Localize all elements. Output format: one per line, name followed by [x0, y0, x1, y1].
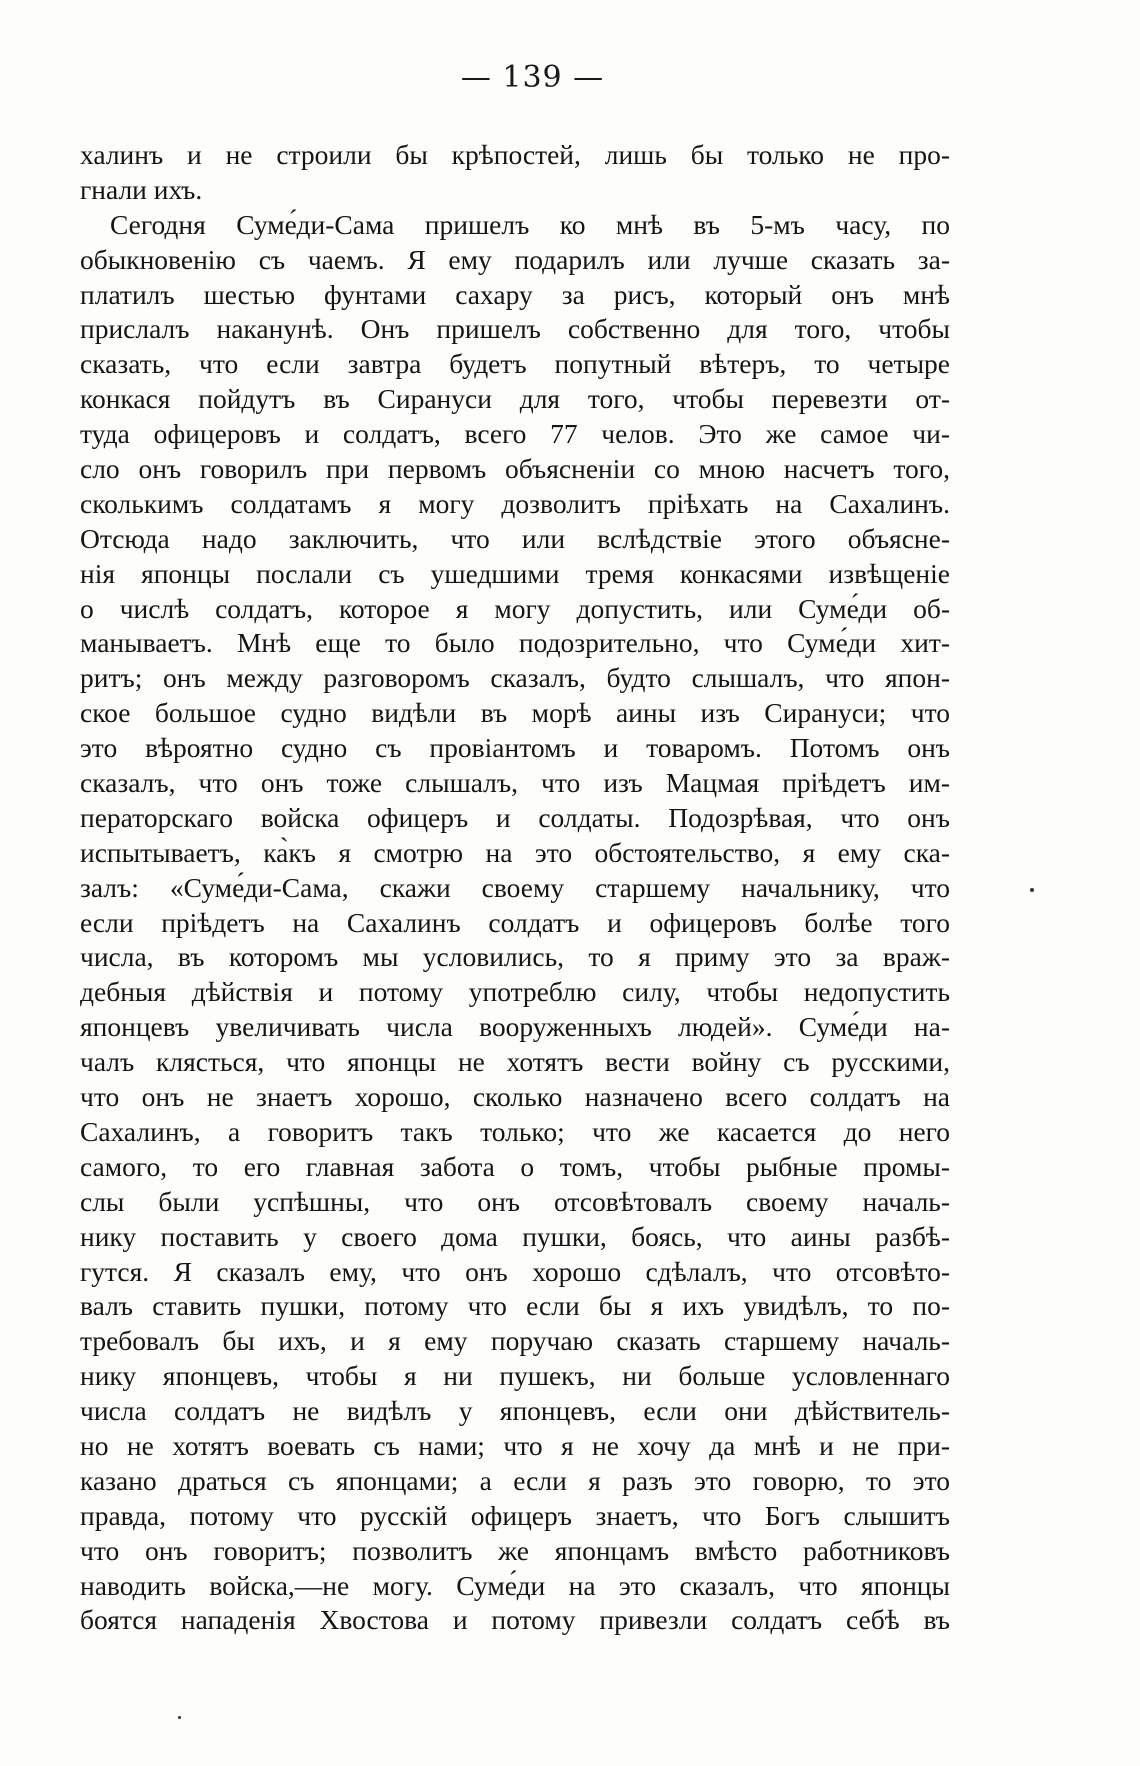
text-line: сколькимъ солдатамъ я могу дозволитъ пріѣхать на Сахалинъ.: [80, 487, 950, 519]
text-line: казано драться съ японцами; а если я разъ это говорю, то это: [80, 1464, 950, 1496]
text-line: сло онъ говорилъ при первомъ объясненіи со мною насчетъ того,: [80, 453, 950, 485]
text-line: платилъ шестью фунтами сахару за рисъ, который онъ мнѣ: [80, 278, 950, 310]
text-line: Отсюда надо заключить, что или вслѣдствіе этого объясне-: [80, 522, 950, 554]
text-line: правда, потому что русскій офицеръ знаетъ, что Богъ слышитъ: [80, 1499, 950, 1531]
text-line: туда офицеровъ и солдатъ, всего 77 челов. Это же самое чи-: [80, 418, 950, 450]
text-line: халинъ и не строили бы крѣпостей, лишь бы только не про-: [80, 139, 950, 170]
text-line: самого, то его главная забота о томъ, чтобы рыбные промы-: [80, 1150, 950, 1182]
text-line: требовалъ бы ихъ, и я ему поручаю сказать старшему началь-: [80, 1325, 950, 1357]
text-line: сказалъ, что онъ тоже слышалъ, что изъ Мацмая пріѣдетъ им-: [80, 767, 950, 799]
text-line: манываетъ. Мнѣ еще то было подозрительно, что Суме́ди хит-: [80, 627, 950, 659]
text-line: ператорскаго войска офицеръ и солдаты. Подозрѣвая, что онъ: [80, 801, 950, 833]
text-line: что онъ не знаетъ хорошо, сколько назначено всего солдатъ на: [80, 1081, 950, 1113]
text-line: гутся. Я сказалъ ему, что онъ хорошо сдѣлалъ, что отсовѣто-: [80, 1255, 950, 1287]
text-line: но не хотятъ воевать съ нами; что я не хочу да мнѣ и не при-: [80, 1429, 950, 1461]
text-line: ское большое судно видѣли въ морѣ аины изъ Сирануси; что: [80, 697, 950, 729]
text-line: числа, въ которомъ мы условились, то я приму это за враж-: [80, 941, 950, 973]
text-line: обыкновенію съ чаемъ. Я ему подарилъ или лучше сказать за-: [80, 243, 950, 275]
ink-speck: [1030, 888, 1034, 892]
text-line: что онъ говоритъ; позволитъ же японцамъ вмѣсто работниковъ: [80, 1534, 950, 1566]
text-line: залъ: «Суме́ди-Сама, скажи своему старшему начальнику, что: [80, 871, 950, 903]
text-line: это вѣроятно судно съ провіантомъ и товаромъ. Потомъ онъ: [80, 732, 950, 764]
text-line: числа солдатъ не видѣлъ у японцевъ, если они дѣйствитель-: [80, 1395, 950, 1427]
text-line: о числѣ солдатъ, которое я могу допустить, или Суме́ди об-: [80, 592, 950, 624]
text-line: ритъ; онъ между разговоромъ сказалъ, будто слышалъ, что япон-: [80, 662, 950, 694]
text-line: нія японцы послали съ ушедшими тремя конкасями извѣщеніе: [80, 557, 950, 589]
text-line: нику японцевъ, чтобы я ни пушекъ, ни больше условленнаго: [80, 1360, 950, 1392]
text-line: боятся нападенія Хвостова и потому привезли солдатъ себѣ въ: [80, 1604, 950, 1636]
text-line: валъ ставить пушки, потому что если бы я ихъ увидѣлъ, то по-: [80, 1290, 950, 1322]
text-line: чалъ клясться, что японцы не хотятъ вести войну съ русскими,: [80, 1046, 950, 1078]
text-line: если пріѣдетъ на Сахалинъ солдатъ и офицеровъ болѣе того: [80, 906, 950, 938]
text-line: японцевъ увеличивать числа вооруженныхъ людей». Суме́ди на-: [80, 1011, 950, 1043]
page-number: — 139 —: [460, 60, 605, 95]
text-line: нику поставить у своего дома пушки, боясь, что аины разбѣ-: [80, 1220, 950, 1252]
text-line: Сегодня Суме́ди-Сама пришелъ ко мнѣ въ 5-мъ часу, по: [110, 208, 950, 240]
text-line: Сахалинъ, а говоритъ такъ только; что же касается до него: [80, 1115, 950, 1147]
text-line: гнали ихъ.: [80, 173, 203, 205]
text-line: наводить войска,—не могу. Суме́ди на это сказалъ, что японцы: [80, 1569, 950, 1601]
text-line: слы были успѣшны, что онъ отсовѣтовалъ своему началь-: [80, 1185, 950, 1217]
ink-speck: [178, 1716, 181, 1719]
text-line: конкася пойдутъ въ Сирануси для того, чтобы перевезти от-: [80, 383, 950, 415]
body-text: [80, 138, 950, 1638]
text-line: испытываетъ, ка̀къ я смотрю на это обстоятельство, я ему ска-: [80, 836, 950, 868]
text-line: прислалъ наканунѣ. Онъ пришелъ собственно для того, чтобы: [80, 313, 950, 345]
text-line: дебныя дѣйствія и потому употреблю силу, чтобы недопустить: [80, 976, 950, 1008]
text-line: сказать, что если завтра будетъ попутный вѣтеръ, то четыре: [80, 348, 950, 380]
